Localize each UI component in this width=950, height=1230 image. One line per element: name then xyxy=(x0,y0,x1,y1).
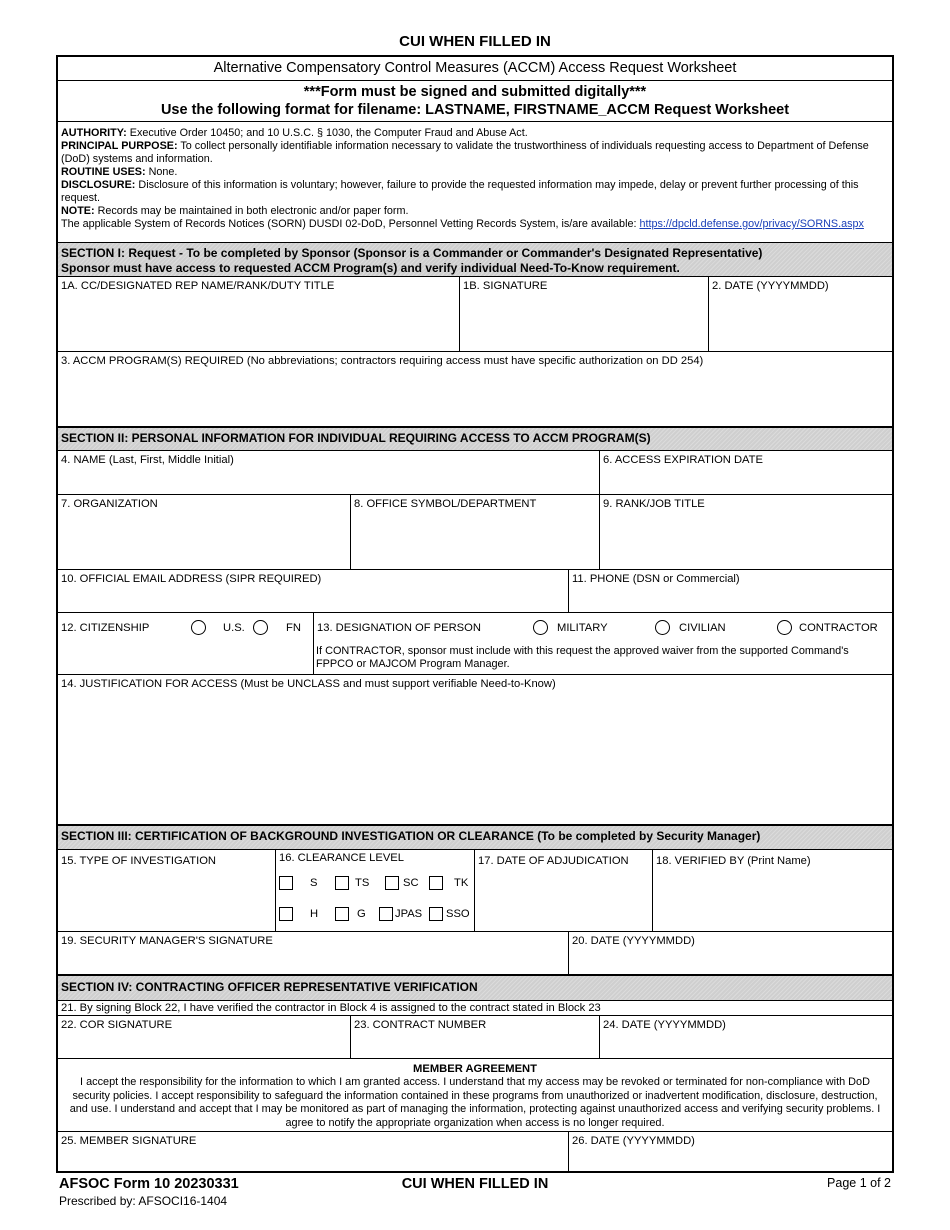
label-11: 11. PHONE (DSN or Commercial) xyxy=(572,573,740,585)
label-1b: 1B. SIGNATURE xyxy=(463,280,548,292)
radio-us[interactable] xyxy=(191,620,206,635)
checkbox-s[interactable] xyxy=(279,876,293,890)
label-15: 15. TYPE OF INVESTIGATION xyxy=(61,855,217,867)
label-12: 12. CITIZENSHIP xyxy=(61,622,150,634)
option-military-label: MILITARY xyxy=(557,622,608,634)
field-22-cor-signature[interactable] xyxy=(58,1016,350,1058)
label-9: 9. RANK/JOB TITLE xyxy=(603,498,705,510)
row-21 xyxy=(58,1001,892,1016)
option-g-label: G xyxy=(357,908,366,920)
field-20-date[interactable] xyxy=(568,932,892,974)
input-24[interactable] xyxy=(603,1033,889,1055)
row-3 xyxy=(58,352,892,427)
label-7: 7. ORGANIZATION xyxy=(61,498,158,510)
label-20: 20. DATE (YYYYMMDD) xyxy=(572,935,695,947)
row-15-18 xyxy=(58,850,892,932)
field-15-investigation[interactable] xyxy=(58,850,275,931)
field-23-contract[interactable] xyxy=(350,1016,599,1058)
label-13: 13. DESIGNATION OF PERSON xyxy=(317,622,481,634)
input-8[interactable] xyxy=(354,512,596,566)
field-9-rank[interactable] xyxy=(599,495,892,569)
option-sso-label: SSO xyxy=(446,908,470,920)
label-10: 10. OFFICIAL EMAIL ADDRESS (SIPR REQUIRED) xyxy=(61,573,322,585)
routine-text: None. xyxy=(145,166,178,178)
row-4-6 xyxy=(58,451,892,495)
input-10[interactable] xyxy=(61,587,565,609)
label-3: 3. ACCM PROGRAM(S) REQUIRED (No abbreviations; contractors requiring access must have specific authorization on DD 254) xyxy=(61,355,704,367)
section-2-header xyxy=(58,427,892,451)
section-4-title: SECTION IV: CONTRACTING OFFICER REPRESENTATIVE VERIFICATION xyxy=(61,980,478,994)
form-title: Alternative Compensatory Control Measures (ACCM) Access Request Worksheet xyxy=(213,60,737,76)
field-18-verified-by[interactable] xyxy=(652,850,892,931)
checkbox-ts[interactable] xyxy=(335,876,349,890)
checkbox-g[interactable] xyxy=(335,907,349,921)
checkbox-sc[interactable] xyxy=(385,876,399,890)
section-3-header xyxy=(58,825,892,850)
input-11[interactable] xyxy=(572,587,889,609)
sorn-text: The applicable System of Records Notices (SORN) DUSDI 02-DoD, Personnel Vetting Records System, is/are available: xyxy=(61,218,640,230)
option-sc-label: SC xyxy=(403,877,419,889)
authority-label: AUTHORITY: xyxy=(61,127,127,139)
row-25-26 xyxy=(58,1132,892,1171)
section-1-title: SECTION I: Request - To be completed by Sponsor (Sponsor is a Commander or Commander's Designated Representative) xyxy=(61,246,763,260)
routine-label: ROUTINE USES: xyxy=(61,166,146,178)
section-1-subtitle: Sponsor must have access to requested ACCM Program(s) and verify individual Need-To-Know requirement. xyxy=(61,261,680,275)
checkbox-jpas[interactable] xyxy=(379,907,393,921)
disclosure-label: DISCLOSURE: xyxy=(61,179,136,191)
field-25-member-signature[interactable] xyxy=(58,1132,568,1171)
input-9[interactable] xyxy=(603,512,889,566)
field-3-accm-programs[interactable] xyxy=(58,352,892,426)
field-24-date[interactable] xyxy=(599,1016,892,1058)
option-s-label: S xyxy=(310,877,318,889)
field-11-phone[interactable] xyxy=(568,570,892,612)
checkbox-tk[interactable] xyxy=(429,876,443,890)
radio-military[interactable] xyxy=(533,620,548,635)
section-3-title: SECTION III: CERTIFICATION OF BACKGROUND INVESTIGATION OR CLEARANCE (To be completed by Security Manager) xyxy=(61,829,761,843)
radio-civilian[interactable] xyxy=(655,620,670,635)
field-10-email[interactable] xyxy=(58,570,568,612)
field-19-sm-signature[interactable] xyxy=(58,932,568,974)
prescribed-by: Prescribed by: AFSOCI16-1404 xyxy=(59,1194,228,1208)
input-23[interactable] xyxy=(354,1033,596,1055)
field-16-clearance xyxy=(275,850,474,931)
label-18: 18. VERIFIED BY (Print Name) xyxy=(656,855,811,867)
form-id: AFSOC Form 10 20230331 xyxy=(59,1176,239,1192)
input-14[interactable] xyxy=(61,692,889,821)
page-number: Page 1 of 2 xyxy=(827,1176,891,1190)
row-12-13 xyxy=(58,613,892,675)
radio-fn[interactable] xyxy=(253,620,268,635)
option-us-label: U.S. xyxy=(223,622,245,634)
field-14-justification[interactable] xyxy=(58,675,892,824)
label-22: 22. COR SIGNATURE xyxy=(61,1019,173,1031)
section-1-header xyxy=(58,242,892,277)
purpose-text: To collect personally identifiable information necessary to validate the trustworthiness of individuals requesting access to Department of Defense (DoD) systems and information. xyxy=(61,140,869,165)
field-26-date[interactable] xyxy=(568,1132,892,1171)
label-1a: 1A. CC/DESIGNATED REP NAME/RANK/DUTY TITLE xyxy=(61,280,335,292)
option-jpas-label: JPAS xyxy=(395,908,423,920)
notice-line-2: Use the following format for filename: LASTNAME, FIRSTNAME_ACCM Request Worksheet xyxy=(160,102,790,118)
option-contractor-label: CONTRACTOR xyxy=(799,622,878,634)
cui-banner-top: CUI WHEN FILLED IN xyxy=(399,33,551,50)
row-1a-2 xyxy=(58,277,892,352)
input-1a[interactable] xyxy=(61,294,456,348)
option-h-label: H xyxy=(310,908,319,920)
row-10-11 xyxy=(58,570,892,613)
field-12-citizenship xyxy=(58,613,313,674)
accm-form xyxy=(56,55,894,1173)
input-3[interactable] xyxy=(61,369,889,423)
note-text: Records may be maintained in both electronic and/or paper form. xyxy=(94,205,409,217)
input-2[interactable] xyxy=(712,294,889,348)
agreement-text: I accept the responsibility for the information to which I am granted access. I understand that my access may be revoked or terminated for non-compliance with DoD security policies. I accept responsibility to safeguard the information contained in these programs from unauthorized or inadvertent modification, disclosure, destruction, and use. I understand and accept that I may be monitored as part of managing the information, protecting against unauthorized access and verifying security problems. I agree to notify the appropriate organization when access is no longer required. xyxy=(69,1076,881,1129)
option-fn-label: FN xyxy=(286,622,301,634)
checkbox-sso[interactable] xyxy=(429,907,443,921)
label-16: 16. CLEARANCE LEVEL xyxy=(279,852,404,864)
field-17-adjudication[interactable] xyxy=(474,850,652,931)
option-civilian-label: CIVILIAN xyxy=(679,622,726,634)
input-6[interactable] xyxy=(603,468,889,491)
input-26[interactable] xyxy=(572,1149,889,1168)
radio-contractor[interactable] xyxy=(777,620,792,635)
label-4: 4. NAME (Last, First, Middle Initial) xyxy=(61,454,234,466)
sorn-link[interactable]: https://dpcld.defense.gov/privacy/SORNS.aspx xyxy=(639,218,864,230)
input-17[interactable] xyxy=(478,870,649,928)
label-24: 24. DATE (YYYYMMDD) xyxy=(603,1019,726,1031)
label-19: 19. SECURITY MANAGER'S SIGNATURE xyxy=(61,935,273,947)
privacy-act-statement xyxy=(58,122,892,242)
label-25: 25. MEMBER SIGNATURE xyxy=(61,1135,197,1147)
member-agreement xyxy=(58,1059,892,1132)
field-6-expiration[interactable] xyxy=(599,451,892,494)
purpose-label: PRINCIPAL PURPOSE: xyxy=(61,140,178,152)
field-7-organization[interactable] xyxy=(58,495,350,569)
label-17: 17. DATE OF ADJUDICATION xyxy=(478,855,629,867)
authority-text: Executive Order 10450; and 10 U.S.C. § 1030, the Computer Fraud and Abuse Act. xyxy=(126,127,528,139)
checkbox-h[interactable] xyxy=(279,907,293,921)
option-ts-label: TS xyxy=(355,877,370,889)
input-15[interactable] xyxy=(61,870,272,928)
field-1b-signature[interactable] xyxy=(459,277,708,351)
field-1a[interactable] xyxy=(58,277,459,351)
form-title-row xyxy=(58,57,892,81)
row-19-20 xyxy=(58,932,892,975)
agreement-title: MEMBER AGREEMENT xyxy=(413,1063,537,1075)
field-4-name[interactable] xyxy=(58,451,599,494)
label-6: 6. ACCESS EXPIRATION DATE xyxy=(603,454,763,466)
note-label: NOTE: xyxy=(61,205,95,217)
input-7[interactable] xyxy=(61,512,347,566)
notice-line-1: ***Form must be signed and submitted digitally*** xyxy=(303,84,647,100)
field-13-designation xyxy=(313,613,892,674)
label-14: 14. JUSTIFICATION FOR ACCESS (Must be UNCLASS and must support verifiable Need-to-Know) xyxy=(61,678,556,690)
statement-21: 21. By signing Block 22, I have verified the contractor in Block 4 is assigned to the contract stated in Block 23 xyxy=(61,1002,601,1014)
field-2-date[interactable] xyxy=(708,277,892,351)
input-18[interactable] xyxy=(656,870,889,928)
disclosure-text: Disclosure of this information is voluntary; however, failure to provide the requested information may impede, delay or prevent further processing of this request. xyxy=(61,179,859,204)
label-8: 8. OFFICE SYMBOL/DEPARTMENT xyxy=(354,498,537,510)
section-2-title: SECTION II: PERSONAL INFORMATION FOR INDIVIDUAL REQUIRING ACCESS TO ACCM PROGRAM(S) xyxy=(61,431,651,445)
row-14 xyxy=(58,675,892,825)
submission-notice xyxy=(58,81,892,122)
row-7-9 xyxy=(58,495,892,570)
label-26: 26. DATE (YYYYMMDD) xyxy=(572,1135,695,1147)
label-2: 2. DATE (YYYYMMDD) xyxy=(712,280,829,292)
label-23: 23. CONTRACT NUMBER xyxy=(354,1019,487,1031)
option-tk-label: TK xyxy=(454,877,469,889)
input-4[interactable] xyxy=(61,468,596,491)
input-20[interactable] xyxy=(572,949,889,971)
row-22-24 xyxy=(58,1016,892,1059)
section-4-header xyxy=(58,975,892,1001)
field-8-office-symbol[interactable] xyxy=(350,495,599,569)
contractor-note: If CONTRACTOR, sponsor must include with this request the approved waiver from the supported Command's FPPCO or MAJCOM Program Manager. xyxy=(316,645,849,670)
cui-banner-bottom: CUI WHEN FILLED IN xyxy=(401,1176,549,1192)
